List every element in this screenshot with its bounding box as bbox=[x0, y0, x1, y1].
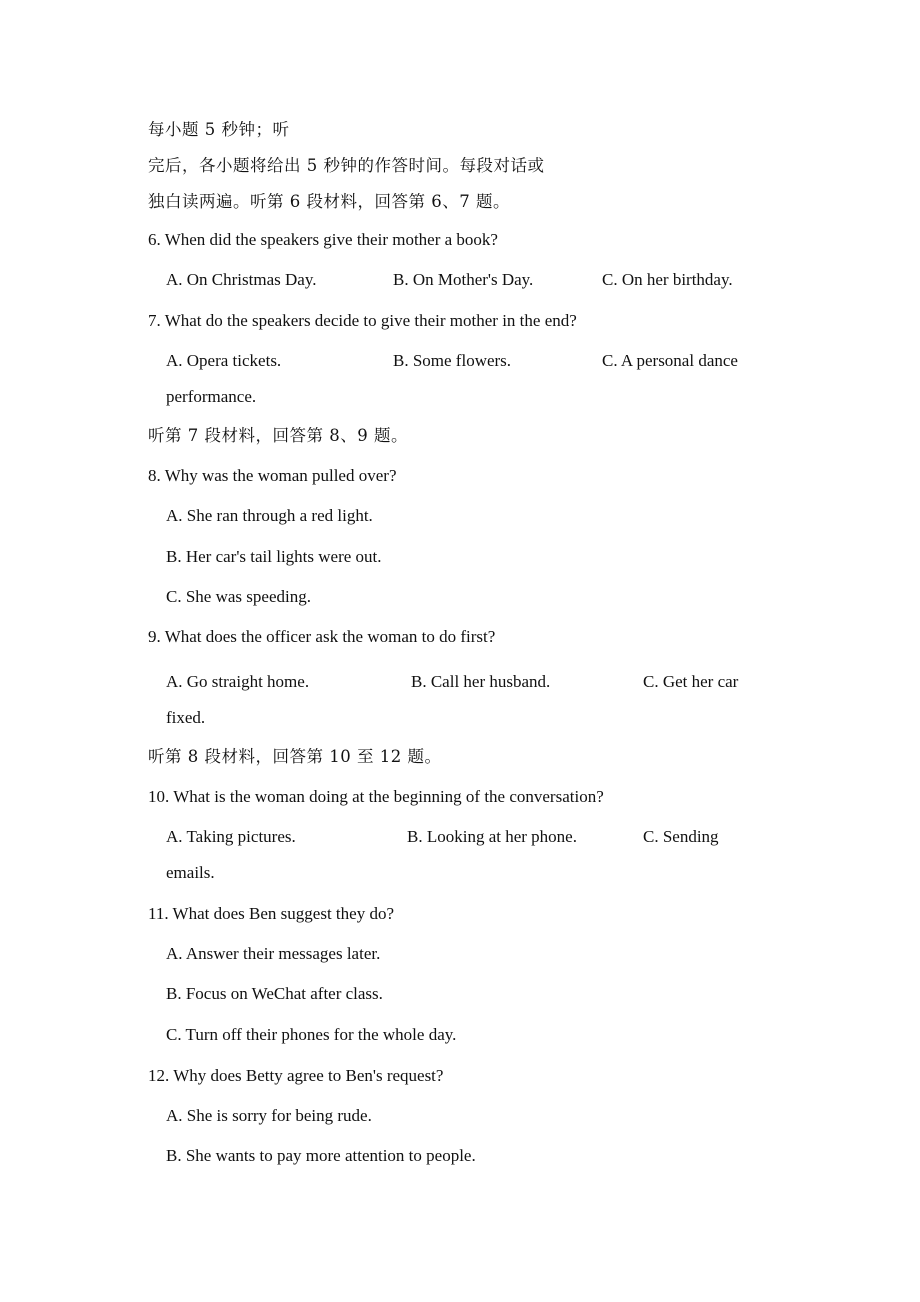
question-7-option-b: B. Some flowers. bbox=[393, 351, 512, 370]
question-9-option-c-continued: fixed. bbox=[166, 708, 206, 727]
section-8-heading: 听第 8 段材料，回答第 10 至 12 题。 bbox=[148, 747, 442, 766]
question-10-option-c: C. Sending bbox=[643, 827, 719, 846]
instruction-line-3: 独白读两遍。听第 6 段材料，回答第 6、7 题。 bbox=[148, 192, 510, 211]
question-9-stem: 9. What does the officer ask the woman to do first? bbox=[148, 627, 496, 646]
question-7-option-c: C. A personal dance bbox=[602, 351, 738, 370]
question-9-option-a: A. Go straight home. bbox=[166, 672, 310, 691]
instruction-line-2: 完后，各小题将给出 5 秒钟的作答时间。每段对话或 bbox=[148, 156, 545, 175]
question-12-option-b: B. She wants to pay more attention to people. bbox=[166, 1146, 476, 1165]
question-8-option-b: B. Her car's tail lights were out. bbox=[166, 547, 382, 566]
question-10-option-a: A. Taking pictures. bbox=[166, 827, 296, 846]
question-11-stem: 11. What does Ben suggest they do? bbox=[148, 904, 394, 923]
question-9-option-b: B. Call her husband. bbox=[411, 672, 551, 691]
question-11-option-a: A. Answer their messages later. bbox=[166, 944, 381, 963]
question-7-option-a: A. Opera tickets. bbox=[166, 351, 282, 370]
question-12-option-a: A. She is sorry for being rude. bbox=[166, 1106, 372, 1125]
question-9-option-c: C. Get her car bbox=[643, 672, 739, 691]
question-7-stem: 7. What do the speakers decide to give their mother in the end? bbox=[148, 311, 577, 330]
question-6-stem: 6. When did the speakers give their mother a book? bbox=[148, 230, 498, 249]
question-6-option-a: A. On Christmas Day. bbox=[166, 270, 317, 289]
question-7-option-c-continued: performance. bbox=[166, 387, 257, 406]
section-7-heading: 听第 7 段材料，回答第 8、9 题。 bbox=[148, 426, 408, 445]
question-6-option-b: B. On Mother's Day. bbox=[393, 270, 534, 289]
question-8-option-c: C. She was speeding. bbox=[166, 587, 311, 606]
question-10-stem: 10. What is the woman doing at the beginning of the conversation? bbox=[148, 787, 604, 806]
question-8-option-a: A. She ran through a red light. bbox=[166, 506, 373, 525]
question-11-option-c: C. Turn off their phones for the whole day. bbox=[166, 1025, 457, 1044]
question-10-option-c-continued: emails. bbox=[166, 863, 215, 882]
question-10-option-b: B. Looking at her phone. bbox=[407, 827, 577, 846]
question-8-stem: 8. Why was the woman pulled over? bbox=[148, 466, 397, 485]
question-6-option-c: C. On her birthday. bbox=[602, 270, 733, 289]
instruction-line-1: 每小题 5 秒钟；听 bbox=[148, 120, 290, 139]
question-11-option-b: B. Focus on WeChat after class. bbox=[166, 984, 383, 1003]
question-12-stem: 12. Why does Betty agree to Ben's request? bbox=[148, 1066, 444, 1085]
